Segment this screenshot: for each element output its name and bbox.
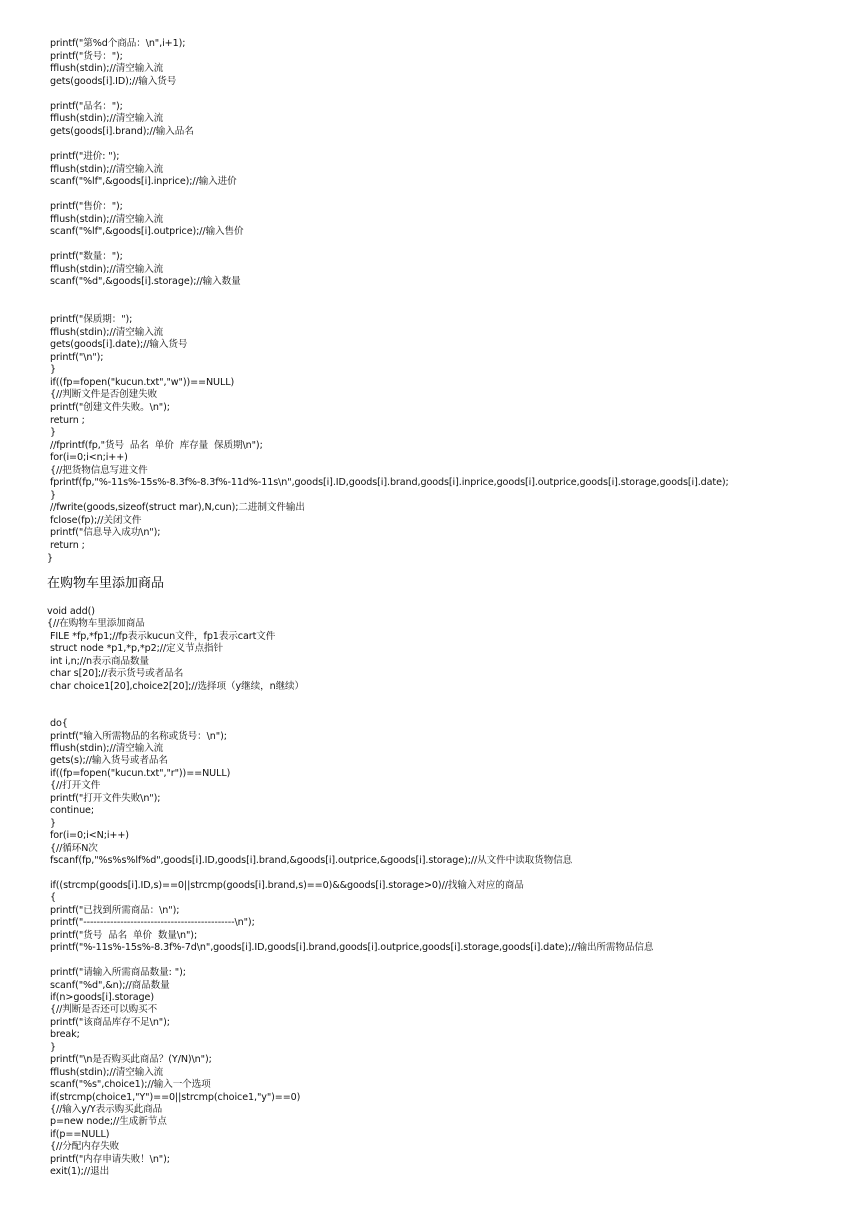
code-line: if(strcmp(choice1,"Y")==0||strcmp(choice1,"y")==0) (47, 1091, 301, 1103)
code-line: p=new node;//生成新节点 (47, 1116, 167, 1128)
code-line: void add() (47, 606, 95, 617)
code-line: {//循环N次 (47, 842, 98, 854)
code-line: scanf("%d",&goods[i].storage);//输入数量 (47, 276, 241, 288)
code-line: fprintf(fp,"%-11s%-15s%-8.3f%-8.3f%-11d%-11s\n",goods[i].ID,goods[i].brand,goods[i].inprice,goods[i].outprice,goods[i].storage,goods[i].date); (47, 477, 729, 489)
code-line: for(i=0;i<N;i++) (47, 830, 129, 842)
code-line: {//判断是否还可以购买不 (47, 1004, 158, 1016)
code-line: if((fp=fopen("kucun.txt","w"))==NULL) (47, 376, 235, 388)
code-line: printf("货号 品名 单价 数量\n"); (47, 929, 198, 941)
code-line: //fprintf(fp,"货号 品名 单价 库存量 保质期\n"); (47, 439, 263, 451)
code-line: return ; (47, 414, 85, 426)
code-line: printf("第%d个商品：\n",i+1); (47, 38, 186, 49)
code-line: printf("品名："); (47, 100, 123, 112)
code-line: printf("%-11s%-15s%-8.3f%-7d\n",goods[i].ID,goods[i].brand,goods[i].outprice,goods[i].storage,goods[i].date);//输出所需物品信息 (47, 942, 654, 954)
code-line: printf("信息导入成功\n"); (47, 527, 161, 539)
code-line: {//判断文件是否创建失败 (47, 389, 158, 401)
code-line: break; (47, 1029, 80, 1041)
code-line: printf("货号："); (47, 50, 123, 62)
code-line: if((fp=fopen("kucun.txt","r"))==NULL) (47, 767, 231, 779)
code-line: {//把货物信息写进文件 (47, 464, 148, 476)
code-line: return ; (47, 540, 85, 551)
code-line: } (47, 1041, 56, 1053)
code-line: fflush(stdin);//清空输入流 (47, 742, 164, 754)
code-line: printf("保质期："); (47, 314, 133, 326)
code-line: for(i=0;i<n;i++) (47, 452, 128, 464)
code-line: printf("打开文件失败\n"); (47, 792, 161, 804)
code-line: gets(goods[i].ID);//输入货号 (47, 75, 177, 87)
code-line: {//输入y/Y表示购买此商品 (47, 1104, 163, 1115)
code-line: fflush(stdin);//清空输入流 (47, 263, 164, 275)
code-line: gets(goods[i].brand);//输入品名 (47, 125, 194, 137)
code-line: continue; (47, 805, 94, 817)
code-line: fflush(stdin);//清空输入流 (47, 63, 164, 75)
code-line: printf("请输入所需商品数量: "); (47, 967, 186, 979)
code-line: printf("进价: "); (47, 150, 120, 162)
code-line: char choice1[20],choice2[20];//选择项（y继续，n继续） (47, 680, 305, 692)
code-line: printf("售价："); (47, 201, 123, 213)
code-line: {//分配内存失败 (47, 1141, 120, 1153)
code-line: int i,n;//n表示商品数量 (47, 655, 149, 667)
code-line: printf("已找到所需商品：\n"); (47, 904, 180, 916)
code-line: exit(1);//退出 (47, 1166, 110, 1178)
code-line: FILE *fp,*fp1;//fp表示kucun文件，fp1表示cart文件 (47, 630, 276, 642)
code-line: fscanf(fp,"%s%s%lf%d",goods[i].ID,goods[i].brand,&goods[i].outprice,&goods[i].storage);//从文件中读取货物信息 (47, 855, 573, 866)
code-line: fflush(stdin);//清空输入流 (47, 163, 164, 175)
code-line: scanf("%lf",&goods[i].outprice);//输入售价 (47, 226, 244, 238)
code-line: } (47, 489, 56, 501)
code-line: scanf("%d",&n);//商品数量 (47, 979, 170, 991)
code-line: { (47, 892, 56, 904)
code-line: gets(goods[i].date);//输入货号 (47, 339, 188, 351)
code-line: if((strcmp(goods[i].ID,s)==0||strcmp(goods[i].brand,s)==0)&&goods[i].storage>0)//找输入对应的商品 (47, 879, 524, 891)
code-line: fflush(stdin);//清空输入流 (47, 326, 164, 338)
code-line: printf("创建文件失败。\n"); (47, 401, 170, 413)
code-line: {//打开文件 (47, 780, 101, 792)
code-line: fclose(fp);//关闭文件 (47, 514, 142, 526)
code-line: do{ (47, 718, 68, 730)
code-line: scanf("%s",choice1);//输入一个选项 (47, 1079, 211, 1091)
code-line: } (47, 817, 56, 829)
code-line: printf("\n"); (47, 351, 104, 363)
code-line: gets(s);//输入货号或者品名 (47, 755, 168, 767)
code-line: } (47, 364, 56, 376)
code-line: //fwrite(goods,sizeof(struct mar),N,cun);二进制文件输出 (47, 502, 305, 514)
code-line: printf("内存申请失败！\n"); (47, 1153, 170, 1165)
code-line: char s[20];//表示货号或者品名 (47, 668, 184, 680)
code-line: printf("该商品库存不足\n"); (47, 1016, 170, 1028)
code-line: printf("数量："); (47, 251, 123, 263)
code-line: if(p==NULL) (47, 1128, 110, 1140)
code-line: if(n>goods[i].storage) (47, 991, 154, 1003)
code-line: printf("---------------------------------------------\n"); (47, 917, 255, 929)
code-line: {//在购物车里添加商品 (47, 618, 145, 630)
code-line: scanf("%lf",&goods[i].inprice);//输入进价 (47, 176, 237, 188)
code-line: fflush(stdin);//清空输入流 (47, 213, 164, 225)
code-line: } (47, 427, 56, 439)
code-line: } (47, 552, 54, 564)
code-line: fflush(stdin);//清空输入流 (47, 113, 164, 125)
code-line: struct node *p1,*p,*p2;//定义节点指针 (47, 643, 223, 655)
section-heading: 在购物车里添加商品 (47, 576, 165, 591)
code-line: printf("\n是否购买此商品？(Y/N)\n"); (47, 1054, 212, 1066)
code-line: printf("输入所需物品的名称或货号：\n"); (47, 730, 227, 742)
code-line: fflush(stdin);//清空输入流 (47, 1066, 164, 1078)
